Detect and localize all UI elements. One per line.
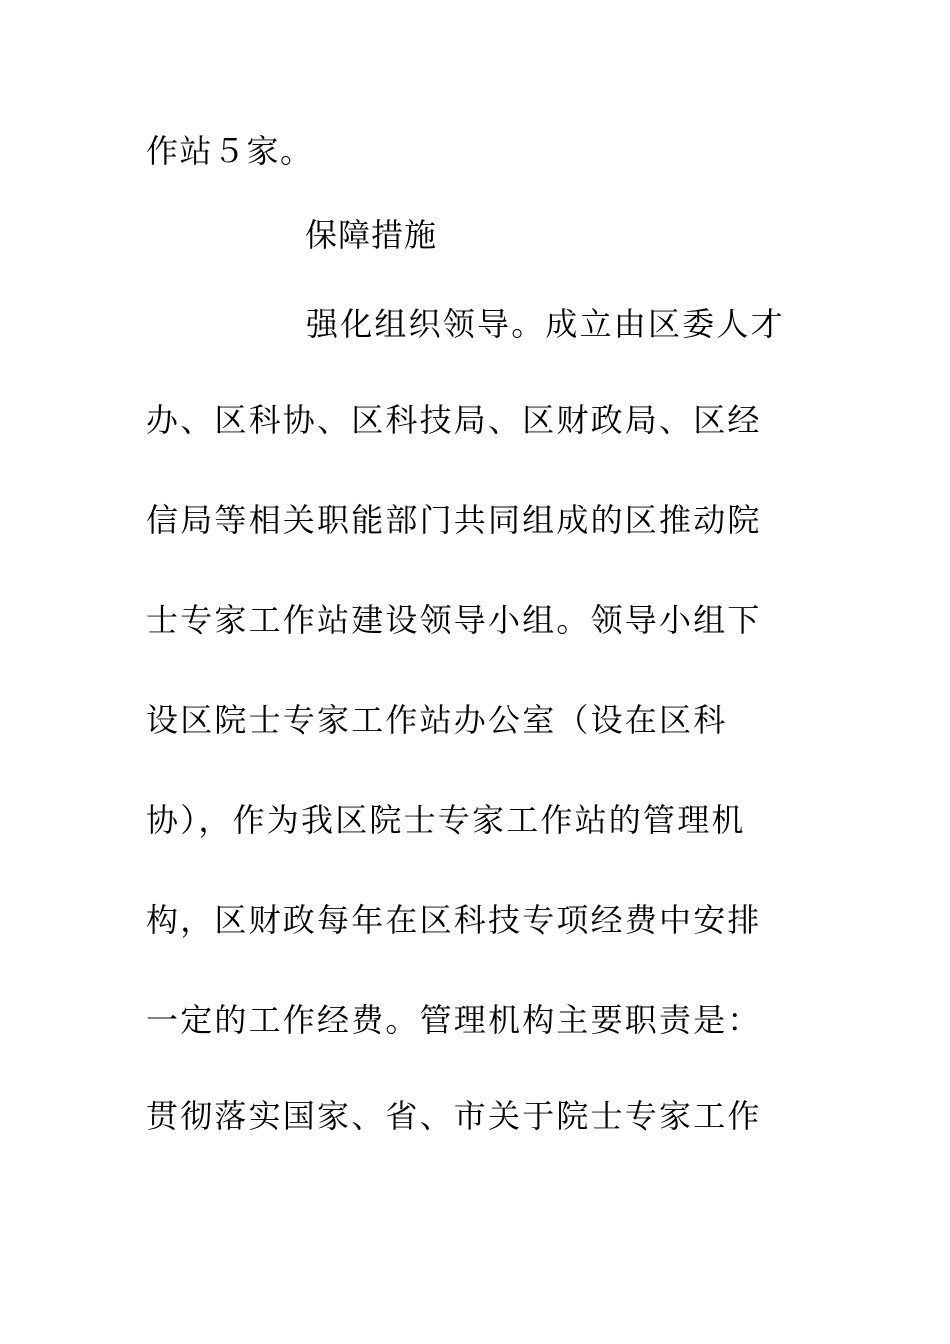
section-heading: 保障措施 [305, 216, 438, 254]
paragraph-line: 协），作为我区院士专家工作站的管理机 [146, 801, 746, 839]
paragraph-line: 贯彻落实国家、省、市关于院士专家工作 [146, 1097, 762, 1135]
paragraph-line: 构，区财政每年在区科技专项经费中安排 [146, 901, 762, 939]
paragraph-line: 办、区科协、区科技局、区财政局、区经 [146, 401, 762, 439]
paragraph-line: 一定的工作经费。管理机构主要职责是： [146, 1001, 762, 1039]
paragraph-line: 信局等相关职能部门共同组成的区推动院 [146, 501, 762, 539]
paragraph-line: 士专家工作站建设领导小组。领导小组下 [146, 601, 762, 639]
paragraph-line: 强化组织领导。成立由区委人才 [306, 305, 785, 343]
continued-text-line: 作站５家。 [146, 132, 314, 170]
paragraph-line: 设区院士专家工作站办公室（设在区科 [146, 701, 728, 739]
